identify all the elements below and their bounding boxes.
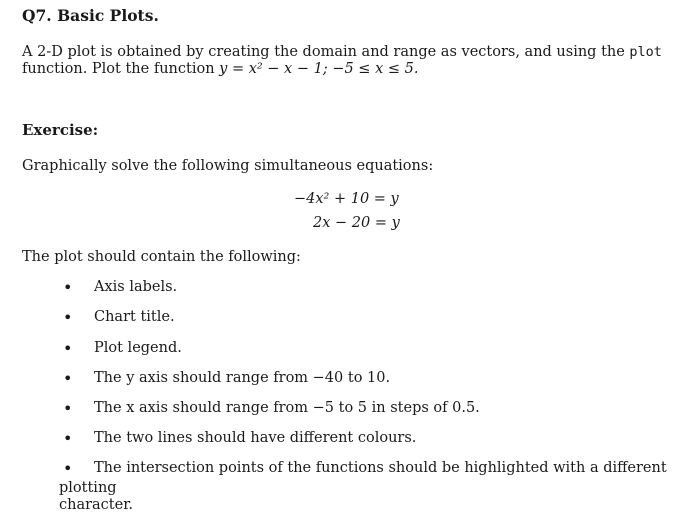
requirements-intro: The plot should contain the following: [22,249,301,265]
bullet-icon: • [63,339,73,358]
list-item-text: The y axis should range from −40 to 10. [94,370,391,386]
plot-function-code: plot [629,44,662,60]
bullet-icon: • [63,278,73,297]
list-item-text: The x axis should range from −5 to 5 in steps of 0.5. [94,400,480,416]
list-item-text: Plot legend. [94,340,182,356]
exercise-title: Exercise: [22,121,99,139]
bullet-icon: • [63,369,73,388]
list-item-text: Axis labels. [94,279,178,295]
list-item-text: Chart title. [94,309,175,325]
question-heading: Q7. Basic Plots. [22,6,159,25]
equation-2: 2x − 20 = y [313,215,400,231]
list-item-text: The intersection points of the functions should be highlighted with a different [94,460,667,476]
function-definition-math: y = x² − x − 1; −5 ≤ x ≤ 5. [219,61,419,77]
bullet-icon: • [63,429,73,448]
intro-paragraph [22,44,682,78]
exercise-instruction: Graphically solve the following simultaneous equations: [22,158,434,174]
bullet-icon: • [63,399,73,418]
list-item-continuation: plotting character. [59,480,134,513]
bullet-icon: • [63,308,73,327]
intro-text-part2: function. Plot the function [22,61,220,77]
intro-text-part1: A 2-D plot is obtained by creating the domain and range as vectors, and using the [22,44,630,60]
list-item-text: The two lines should have different colours. [94,430,417,446]
bullet-icon: • [63,459,73,478]
equation-1: −4x² + 10 = y [294,191,399,207]
